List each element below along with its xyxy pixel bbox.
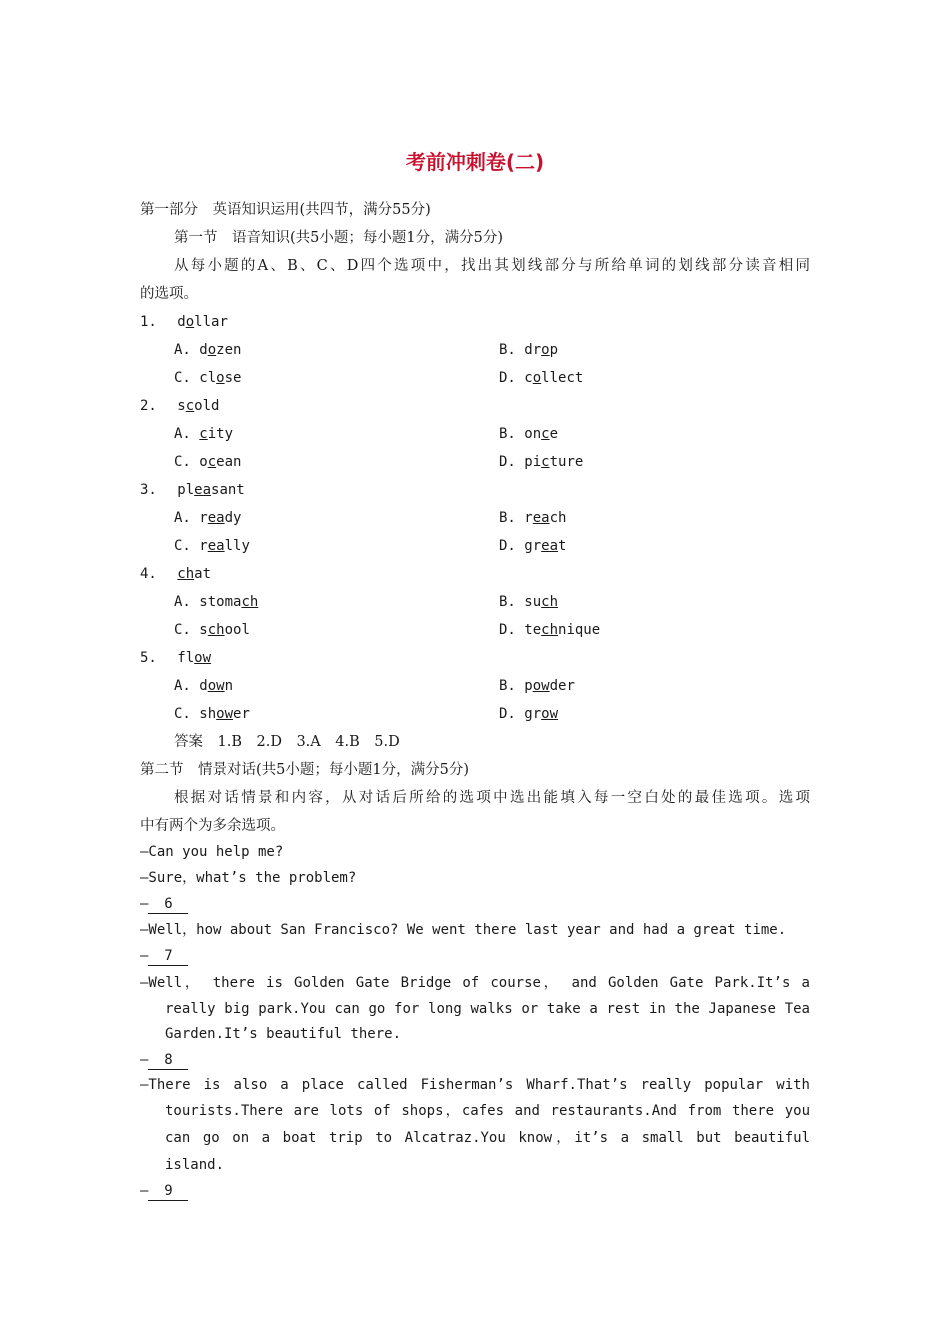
option-1b[interactable]: B. drop	[499, 342, 559, 358]
blank-8[interactable]: 8	[148, 1051, 188, 1070]
blank-7[interactable]: 7	[148, 947, 188, 966]
question-word: dollar	[177, 314, 228, 330]
section2-heading: 第二节 情景对话(共5小题；每小题1分，满分5分)	[140, 762, 469, 778]
question-word: pleasant	[177, 482, 245, 498]
option-2c[interactable]: C. ocean	[174, 454, 242, 470]
option-1d[interactable]: D. collect	[499, 370, 584, 386]
question-5	[140, 648, 211, 668]
option-4d[interactable]: D. technique	[499, 622, 601, 638]
option-2a[interactable]: A. city	[174, 426, 234, 442]
dialogue-blank-9[interactable]: — 9	[140, 1181, 188, 1201]
option-3d[interactable]: D. great	[499, 538, 567, 554]
answer-key: 答案 1.B 2.D 3.A 4.B 5.D	[174, 734, 400, 750]
option-1a[interactable]: A. dozen	[174, 342, 242, 358]
page-title: 考前冲刺卷(二)	[405, 150, 545, 174]
question-word: chat	[177, 566, 212, 582]
question-number: 1.	[140, 314, 157, 330]
question-word: scold	[177, 398, 220, 414]
dialogue-line: tourists.There are lots of shops，cafes and restaurants.And from there you	[165, 1103, 810, 1119]
dialogue-line: Garden.It’s beautiful there.	[165, 1026, 402, 1042]
blank-9[interactable]: 9	[148, 1182, 188, 1201]
option-3b[interactable]: B. reach	[499, 510, 567, 526]
dialogue-line: can go on a boat trip to Alcatraz.You know，it’s a small but beautiful	[165, 1130, 810, 1146]
option-3a[interactable]: A. ready	[174, 510, 242, 526]
option-2b[interactable]: B. once	[499, 426, 559, 442]
section2-instruction: 根据对话情景和内容，从对话后所给的选项中选出能填入每一空白处的最佳选项。选项	[174, 790, 810, 806]
option-5c[interactable]: C. shower	[174, 706, 250, 722]
option-3c[interactable]: C. really	[174, 538, 250, 554]
question-1	[140, 312, 228, 332]
question-number: 5.	[140, 650, 157, 666]
option-4b[interactable]: B. such	[499, 594, 559, 610]
option-5a[interactable]: A. down	[174, 678, 234, 694]
option-4c[interactable]: C. school	[174, 622, 250, 638]
question-2	[140, 396, 219, 416]
dialogue-blank-7[interactable]: — 7	[140, 946, 188, 966]
dialogue-line: island.	[165, 1157, 225, 1173]
dialogue-line: —Well，how about San Francisco? We went there last year and had a great time.	[140, 922, 787, 938]
part-heading: 第一部分 英语知识运用(共四节，满分55分)	[140, 202, 431, 218]
dialogue-line: —Sure，what’s the problem?	[140, 870, 357, 886]
section1-instruction-cont: 的选项。	[140, 286, 198, 302]
question-3	[140, 480, 245, 500]
question-word: flow	[177, 650, 212, 666]
dialogue-line: —Can you help me?	[140, 844, 284, 860]
dialogue-line: —There is also a place called Fisherman’s Wharf.That’s really popular with	[140, 1077, 810, 1093]
option-5d[interactable]: D. grow	[499, 706, 559, 722]
question-number: 2.	[140, 398, 157, 414]
question-number: 4.	[140, 566, 157, 582]
dialogue-line: really big park.You can go for long walks or take a rest in the Japanese Tea	[165, 1001, 810, 1017]
dialogue-blank-8[interactable]: — 8	[140, 1050, 188, 1070]
option-1c[interactable]: C. close	[174, 370, 242, 386]
question-number: 3.	[140, 482, 157, 498]
section1-instruction: 从每小题的A、B、C、D四个选项中，找出其划线部分与所给单词的划线部分读音相同	[174, 258, 810, 274]
dialogue-line: —Well， there is Golden Gate Bridge of course， and Golden Gate Park.It’s a	[140, 975, 810, 991]
section1-heading: 第一节 语音知识(共5小题；每小题1分，满分5分)	[174, 230, 503, 246]
dialogue-blank-6[interactable]: — 6	[140, 894, 188, 914]
question-4	[140, 564, 211, 584]
section2-instruction-cont: 中有两个为多余选项。	[140, 818, 285, 834]
option-4a[interactable]: A. stomach	[174, 594, 259, 610]
blank-6[interactable]: 6	[148, 895, 188, 914]
option-2d[interactable]: D. picture	[499, 454, 584, 470]
option-5b[interactable]: B. powder	[499, 678, 575, 694]
